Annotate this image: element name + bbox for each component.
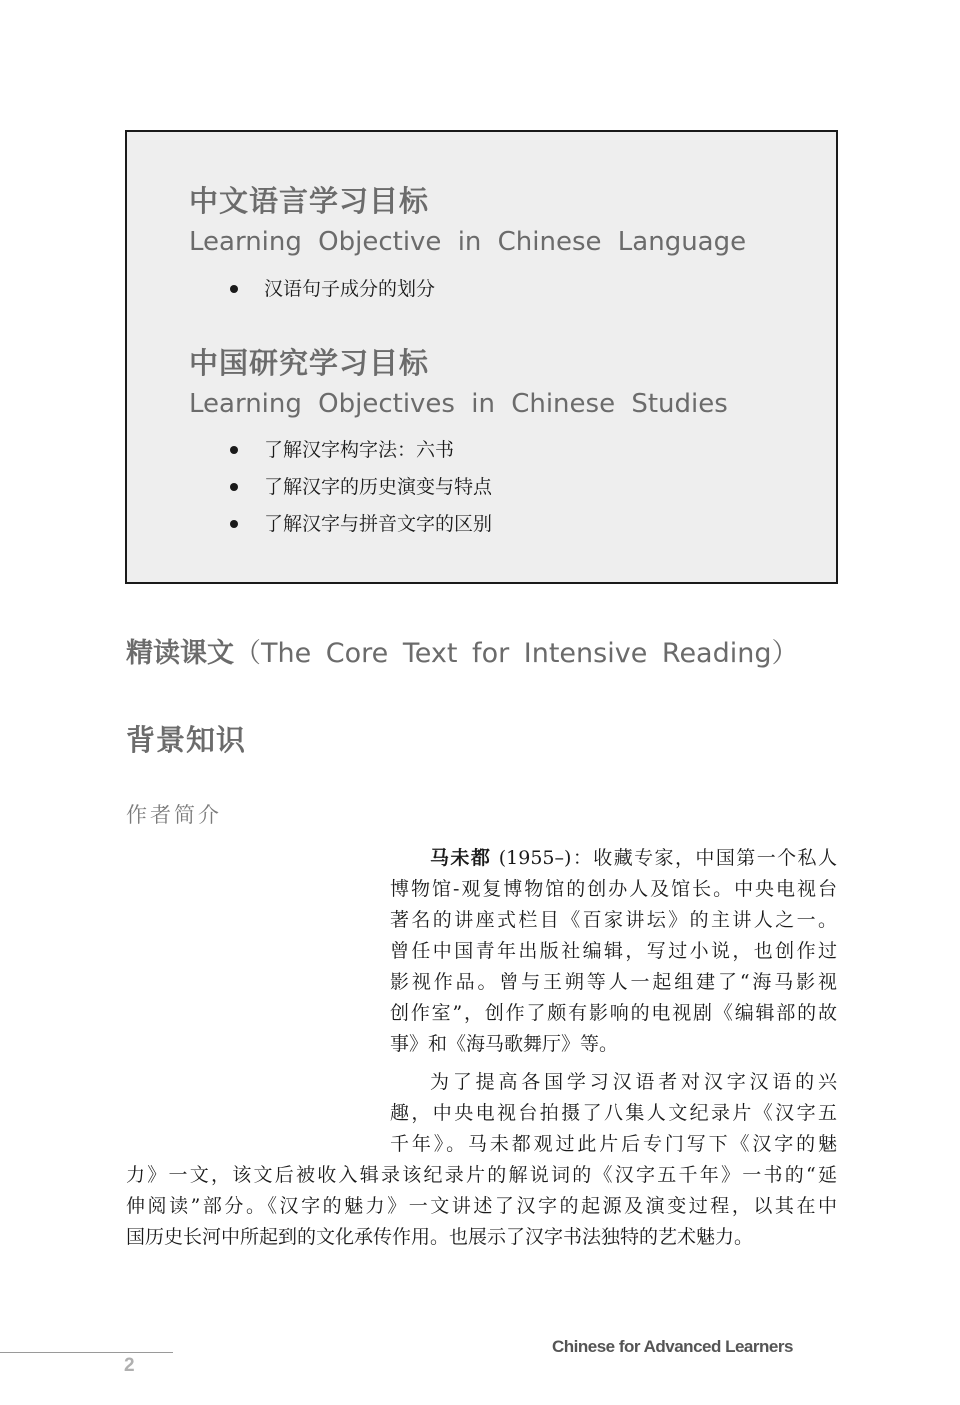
bullet-icon — [230, 483, 238, 491]
paragraph-line: 伸阅读”部分。《汉字的魅力》一文讲述了汉字的起源及演变过程，以其在中 — [126, 1195, 837, 1217]
author-name: 马未都 — [430, 847, 492, 869]
studies-objective-heading-en: Learning Objectives in Chinese Studies — [189, 389, 728, 419]
paragraph-line: 马未都 (1955–)：收藏专家，中国第一个私人 — [430, 847, 837, 869]
language-objective-list — [227, 271, 435, 308]
author-intro-label: 作者简介 — [126, 803, 222, 827]
footer-divider — [0, 1352, 173, 1353]
section-title-cn: 精读课文 — [126, 638, 234, 669]
paragraph-line: 为了提高各国学习汉语者对汉字汉语的兴 — [430, 1071, 837, 1093]
paragraph-line: 国历史长河中所起到的文化承传作用。也展示了汉字书法独特的艺术魅力。 — [126, 1226, 754, 1248]
running-title: Chinese for Advanced Learners — [552, 1337, 793, 1356]
paragraph-line: 力》一文，该文后被收入辑录该纪录片的解说词的《汉字五千年》一书的“延 — [126, 1164, 837, 1186]
paragraph-line: 事》和《海马歌舞厅》等。 — [390, 1033, 619, 1055]
paragraph-line: 影视作品。曾与王朔等人一起组建了“海马影视 — [390, 971, 837, 993]
bullet-icon — [230, 520, 238, 528]
studies-objective-list — [227, 432, 492, 543]
page-number: 2 — [124, 1355, 135, 1376]
learning-objectives-box — [125, 130, 838, 584]
author-bio-paragraph — [390, 843, 837, 1060]
paragraph-line: 曾任中国青年出版社编辑，写过小说，也创作过 — [390, 940, 837, 962]
core-text-section-title — [126, 637, 799, 671]
list-item: 了解汉字的历史演变与特点 — [227, 469, 492, 506]
bullet-icon — [230, 446, 238, 454]
paragraph-line: 博物馆-观复博物馆的创办人及馆长。中央电视台 — [390, 878, 837, 900]
paragraph-line: 创作室”，创作了颇有影响的电视剧《编辑部的故 — [390, 1002, 837, 1024]
studies-objective-heading-cn: 中国研究学习目标 — [189, 346, 430, 380]
paragraph-line: 千年》。马未都观过此片后专门写下《汉字的魅 — [390, 1133, 837, 1155]
paragraph-line: 著名的讲座式栏目《百家讲坛》的主讲人之一。 — [390, 909, 837, 931]
language-objective-heading-cn: 中文语言学习目标 — [189, 184, 430, 218]
intro-paragraph-narrow — [390, 1067, 837, 1160]
list-item: 了解汉字构字法：六书 — [227, 432, 492, 469]
background-knowledge-heading: 背景知识 — [126, 723, 247, 757]
list-item: 了解汉字与拼音文字的区别 — [227, 506, 492, 543]
section-title-en: （The Core Text for Intensive Reading） — [234, 638, 799, 669]
list-item: 汉语句子成分的划分 — [227, 271, 435, 308]
language-objective-heading-en: Learning Objective in Chinese Language — [189, 227, 747, 257]
bullet-icon — [230, 285, 238, 293]
paragraph-line: 趣，中央电视台拍摄了八集人文纪录片《汉字五 — [390, 1102, 837, 1124]
intro-paragraph-wide — [126, 1160, 837, 1253]
